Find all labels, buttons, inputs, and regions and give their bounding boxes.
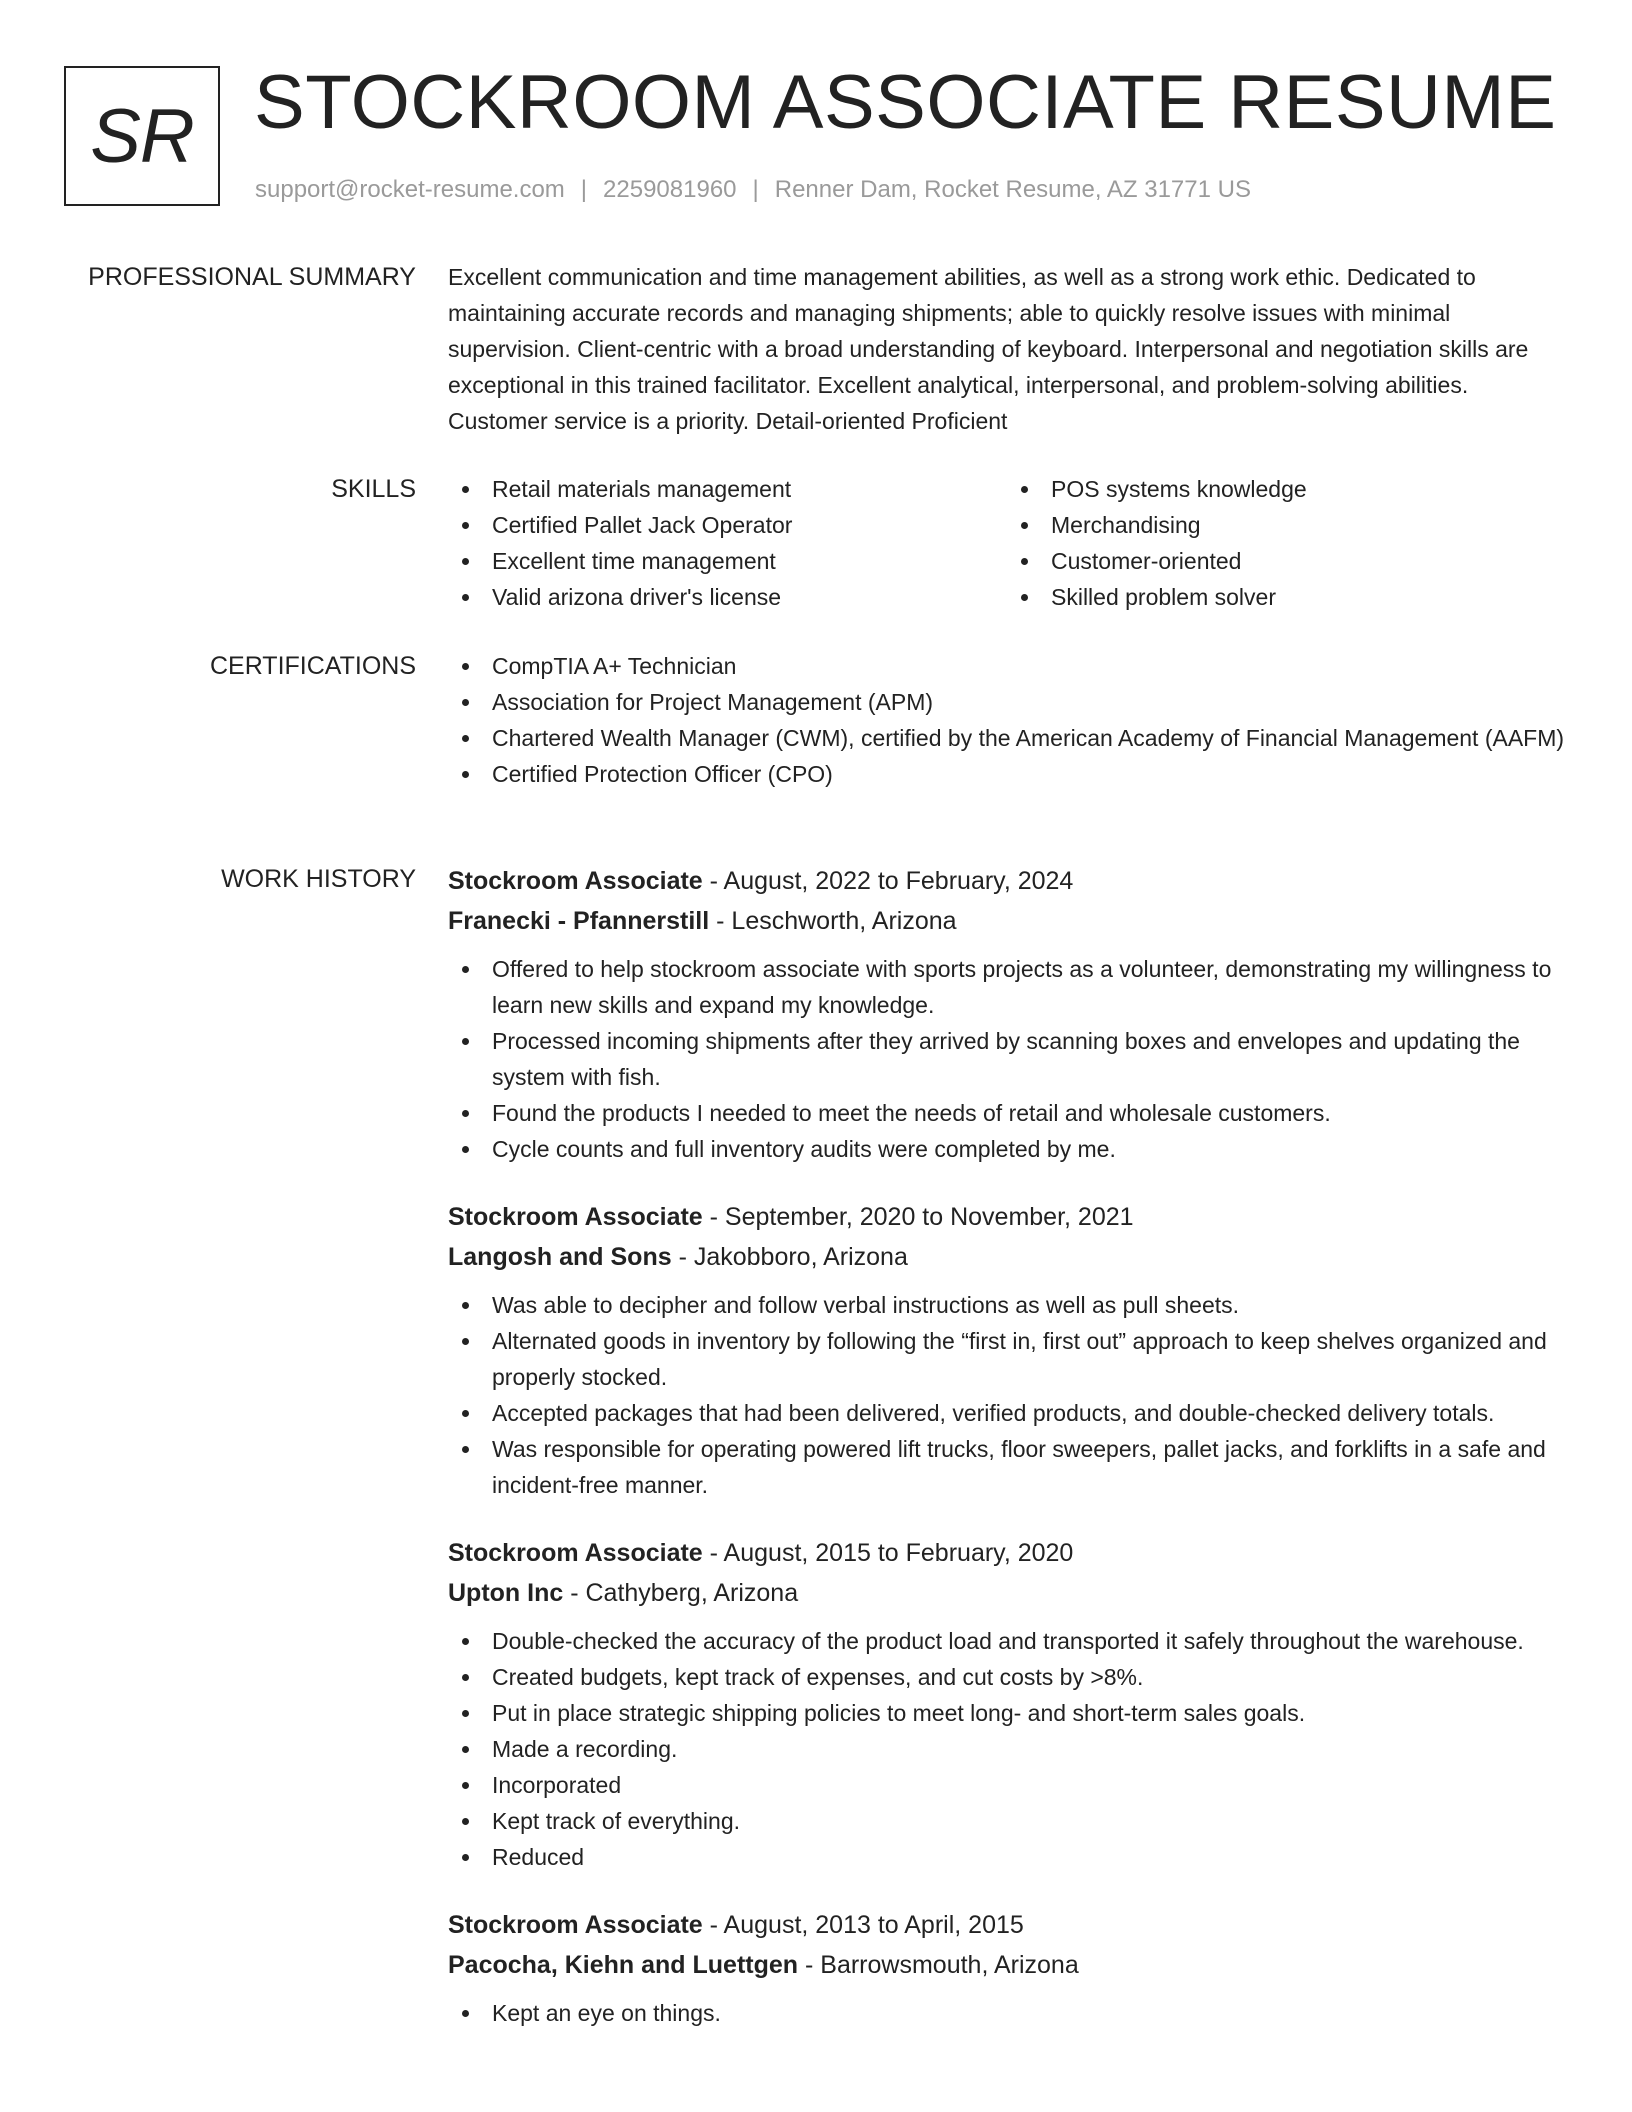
job-location: - Jakobboro, Arizona	[671, 1243, 908, 1271]
job-bullet: Alternated goods in inventory by following the “first in, first out” approach to keep shelves organized and properly stocked.	[492, 1323, 1566, 1395]
job-location: - Barrowsmouth, Arizona	[798, 1951, 1079, 1979]
job-role: Stockroom Associate	[448, 1203, 703, 1231]
job-location: - Cathyberg, Arizona	[563, 1579, 799, 1607]
job-company: Langosh and Sons	[448, 1243, 672, 1271]
job-bullets	[448, 1287, 1566, 1503]
certifications-body	[448, 648, 1566, 792]
job-bullet: Kept an eye on things.	[492, 1995, 1566, 2031]
job-bullet: Put in place strategic shipping policies to meet long- and short-term sales goals.	[492, 1695, 1566, 1731]
work-history-body	[448, 861, 1566, 2061]
job-title-line	[448, 1905, 1566, 1945]
contact-phone: 2259081960	[603, 176, 737, 203]
contact-email: support@rocket-resume.com	[255, 176, 565, 203]
job-company-line	[448, 1237, 1566, 1277]
job-bullet: Incorporated	[492, 1767, 1566, 1803]
contact-line	[255, 174, 1251, 206]
job-company-line	[448, 1945, 1566, 1985]
job-company: Pacocha, Kiehn and Luettgen	[448, 1951, 799, 1979]
job-company: Upton Inc	[448, 1579, 564, 1607]
certification-item: CompTIA A+ Technician	[492, 648, 1566, 684]
contact-separator: |	[580, 176, 588, 203]
job-dates: - August, 2022 to February, 2024	[702, 867, 1074, 895]
certifications-label: CERTIFICATIONS	[209, 652, 416, 680]
job-title-line	[448, 1533, 1566, 1573]
contact-separator: |	[752, 176, 759, 203]
skill-item: Excellent time management	[492, 543, 1007, 579]
job-bullet: Double-checked the accuracy of the product load and transported it safely throughout the warehouse.	[492, 1623, 1566, 1659]
skill-item: Retail materials management	[492, 471, 1007, 507]
contact-address: Renner Dam, Rocket Resume, AZ 31771 US	[774, 176, 1251, 203]
job-dates: - September, 2020 to November, 2021	[702, 1203, 1134, 1231]
job-role: Stockroom Associate	[448, 1911, 703, 1939]
job-bullet: Was responsible for operating powered lift trucks, floor sweepers, pallet jacks, and forklifts in a safe and incident-free manner.	[492, 1431, 1566, 1503]
skill-item: POS systems knowledge	[1051, 471, 1566, 507]
job-bullet: Reduced	[492, 1839, 1566, 1875]
job-company: Franecki - Pfannerstill	[448, 907, 710, 935]
monogram-box	[64, 66, 220, 206]
job-dates: - August, 2013 to April, 2015	[702, 1911, 1024, 1939]
job-location: - Leschworth, Arizona	[709, 907, 957, 935]
resume-title: STOCKROOM ASSOCIATE RESUME	[254, 60, 1557, 145]
skills-list-left	[448, 471, 1007, 615]
job-role: Stockroom Associate	[448, 867, 703, 895]
job-bullet: Processed incoming shipments after they arrived by scanning boxes and envelopes and updating the system with fish.	[492, 1023, 1566, 1095]
job-entry	[448, 861, 1566, 1167]
skills-list-right	[1007, 471, 1566, 615]
job-bullet: Accepted packages that had been delivered, verified products, and double-checked delivery totals.	[492, 1395, 1566, 1431]
job-bullet: Kept track of everything.	[492, 1803, 1566, 1839]
skill-item: Valid arizona driver's license	[492, 579, 1007, 615]
skill-item: Skilled problem solver	[1051, 579, 1566, 615]
work-history-label: WORK HISTORY	[221, 865, 416, 893]
job-entry	[448, 1533, 1566, 1875]
job-bullet: Offered to help stockroom associate with sports projects as a volunteer, demonstrating my willingness to learn new skills and expand my knowledge.	[492, 951, 1566, 1023]
job-role: Stockroom Associate	[448, 1539, 703, 1567]
certification-item: Chartered Wealth Manager (CWM), certified by the American Academy of Financial Management (AAFM)	[492, 720, 1566, 756]
job-dates: - August, 2015 to February, 2020	[702, 1539, 1074, 1567]
skills-grid	[448, 471, 1566, 615]
job-bullet: Found the products I needed to meet the needs of retail and wholesale customers.	[492, 1095, 1566, 1131]
job-company-line	[448, 1573, 1566, 1613]
skill-item: Customer-oriented	[1051, 543, 1566, 579]
job-entry	[448, 1197, 1566, 1503]
summary-label: PROFESSIONAL SUMMARY	[88, 263, 416, 291]
job-bullet: Was able to decipher and follow verbal instructions as well as pull sheets.	[492, 1287, 1566, 1323]
job-bullet: Created budgets, kept track of expenses, and cut costs by >8%.	[492, 1659, 1566, 1695]
job-entry	[448, 1905, 1566, 2031]
skill-item: Merchandising	[1051, 507, 1566, 543]
job-bullet: Made a recording.	[492, 1731, 1566, 1767]
monogram-initials: SR	[90, 93, 194, 179]
skills-body	[448, 471, 1566, 615]
job-bullets	[448, 1623, 1566, 1875]
certification-item: Association for Project Management (APM)	[492, 684, 1566, 720]
job-bullets	[448, 951, 1566, 1167]
certification-item: Certified Protection Officer (CPO)	[492, 756, 1566, 792]
job-bullet: Cycle counts and full inventory audits were completed by me.	[492, 1131, 1566, 1167]
certifications-list	[448, 648, 1566, 792]
skills-label: SKILLS	[331, 475, 416, 503]
job-title-line	[448, 861, 1566, 901]
skill-item: Certified Pallet Jack Operator	[492, 507, 1007, 543]
job-bullets	[448, 1995, 1566, 2031]
job-title-line	[448, 1197, 1566, 1237]
summary-body	[448, 259, 1566, 439]
job-company-line	[448, 901, 1566, 941]
summary-text: Excellent communication and time management abilities, as well as a strong work ethic. Dedicated to maintaining accurate records and managing shipments; able to quickly resolve issues with minimal supervision. Client-centric with a broad understanding of keyboard. Interpersonal and negotiation skills are exceptional in this trained facilitator. Excellent analytical, interpersonal, and problem-solving abilities. Customer service is a priority. Detail-oriented Proficient	[448, 264, 1529, 434]
